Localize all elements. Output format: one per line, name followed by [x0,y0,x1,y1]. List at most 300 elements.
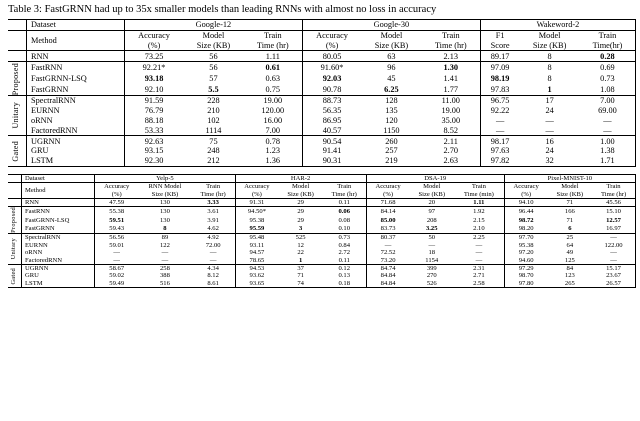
metric-value: 94.57 [249,249,265,257]
metric-value: 16 [519,136,580,146]
metric-value: 94.53 [235,264,278,272]
metric-value: 0.11 [323,198,366,206]
metric-value: 71.68 [380,198,396,206]
metric-value: 5.5 [208,85,219,95]
metric-value: 525 [278,234,323,242]
metric-value: 97.82 [490,156,510,166]
table-bottom-rule [8,287,636,288]
metric-value: 1.08 [580,84,636,96]
metric-value: 97.70 [504,234,547,242]
metric-value: 0.10 [323,225,366,234]
metric-header: Train [422,30,481,40]
metric-value: 89 [138,234,192,242]
metric-header: Train [244,30,303,40]
table-row [8,207,636,216]
metric-header: Model [423,183,441,191]
table-row [8,84,636,96]
metric-header: Train [323,182,366,190]
metric-value: 1.71 [580,156,636,166]
table-row [8,264,636,272]
metric-value: 19.00 [422,106,481,116]
metric-value: 84.14 [366,207,409,216]
metric-value: 130 [138,207,192,216]
metric-value: 25 [548,234,593,242]
metric-value: 86.95 [322,116,342,126]
metric-value: 90.31 [322,156,342,166]
metric-header: Train [580,30,636,40]
metric-subheader: Time (hr) [323,190,366,198]
group-col-spacer [8,20,27,31]
metric-value: 64 [566,241,574,249]
metric-header: Accuracy [104,183,130,191]
metric-value: 91.41 [322,146,342,156]
metric-value: 1.23 [244,146,303,156]
metric-value: 92.03 [322,74,342,84]
metric-value: 3 [298,225,303,233]
metric-value: 210 [207,106,220,116]
table-header-datasets [8,20,636,31]
metric-value: 90.54 [302,136,361,146]
metric-value: 93.15 [144,146,164,156]
group-label: Unitary [8,96,27,136]
group-label: Proposed [8,62,27,96]
method-name: FastRNN [22,207,95,216]
metric-subheader: Time (hr) [244,41,303,51]
metric-value: 17 [519,96,580,106]
metric-value: 1 [298,256,303,264]
metric-value: 265 [564,279,575,287]
metric-header: Accuracy [316,31,348,41]
metric-value: 0.75 [244,84,303,96]
metric-value: — [454,242,504,249]
metric-value: 2.13 [422,51,481,62]
method-name: SpectralRNN [27,96,125,106]
metric-value: 2.72 [323,249,366,256]
metric-value: 29 [297,198,304,206]
table-row [8,256,636,264]
metric-value: 388 [159,272,170,280]
metric-value: 8 [519,62,580,74]
metric-value: 75 [183,136,244,146]
table-caption: Table 3: FastGRNN had up to 35x smaller models than leading RNNs with almost no loss in accuracy [8,4,437,15]
method-name: oRNN [27,116,125,126]
table-row [8,234,636,242]
metric-value: 2.15 [454,216,504,225]
method-name: RNN [27,51,125,62]
table-row [8,216,636,225]
method-name: UGRNN [27,136,125,146]
metric-value: 98.19 [490,74,510,84]
results-table-audio [8,19,636,167]
metric-value: — [545,125,554,135]
metric-value: 84.74 [366,264,409,272]
method-label: Method [27,30,125,51]
metric-value: 128 [361,96,422,106]
dataset-label: Dataset [27,20,125,31]
metric-value: 76.79 [144,106,164,116]
metric-value: 228 [183,96,244,106]
dataset-name: HAR-2 [235,174,366,182]
metric-value: 1.92 [454,207,504,216]
metric-value: 22 [297,249,304,257]
metric-value: 3.33 [192,198,235,206]
table-header-metrics-1 [8,182,636,190]
metric-value: 97.09 [480,62,519,74]
metric-value: 92.30 [144,156,164,166]
table-row [8,62,636,74]
metric-value: 3.61 [192,207,235,216]
metric-value: 4.92 [192,234,235,242]
metric-value: — [113,256,121,264]
table-bottom-rule [8,166,636,167]
method-name: FactoredRNN [27,125,125,135]
metric-value: 1154 [425,256,439,264]
metric-value: 1150 [383,125,400,135]
metric-value: 1.11 [244,51,303,62]
metric-value: 98.72 [518,216,534,224]
metric-value: 0.61 [244,62,303,74]
method-name: oRNN [22,249,95,256]
metric-value: 0.78 [244,136,303,146]
metric-value: 270 [426,272,437,280]
table-header-datasets [8,174,636,182]
metric-header: Model [292,183,310,191]
table-row [8,198,636,206]
metric-value: 1114 [205,125,222,135]
metric-subheader: Score [490,40,510,50]
metric-value: 2.71 [454,272,504,279]
metric-value: 516 [159,279,170,287]
metric-value: 1.00 [580,136,636,146]
metric-header: RNN Model [148,183,182,191]
metric-value: 59.02 [109,272,125,280]
metric-value: 1.11 [454,198,504,206]
metric-value: 0.18 [323,280,366,288]
metric-value: 92.22 [490,106,510,116]
metric-value: 120.00 [244,106,303,116]
metric-subheader: Size (KB) [374,40,409,50]
metric-subheader: (%) [251,190,262,198]
table-row [8,125,636,135]
metric-value: 3.25 [425,225,438,233]
metric-subheader: Time (min) [454,190,504,198]
metric-value: 91.31 [249,198,265,206]
metric-value: 8.61 [192,280,235,288]
dataset-name: Yelp-5 [95,174,235,182]
metric-value: 84 [548,264,593,272]
metric-value: 59.43 [109,225,125,233]
metric-value: 15.17 [592,264,635,272]
table-row [8,73,636,84]
metric-value: 8.52 [422,125,481,135]
metric-header: Train [192,182,235,190]
metric-value: 78.65 [249,256,265,264]
metric-value: 23.67 [592,272,635,279]
results-table-other [8,174,636,288]
metric-value: 91.59 [124,96,183,106]
metric-value: 0.69 [580,62,636,74]
metric-value: 1 [547,85,552,95]
table-row [8,225,636,234]
metric-value: 96.75 [480,96,519,106]
metric-value: 71 [566,216,574,224]
metric-value: 0.28 [580,51,636,62]
metric-value: 93.62 [249,272,265,280]
metric-value: 16.00 [244,116,303,126]
metric-value: 72.52 [380,249,396,257]
metric-value: 2.10 [454,225,504,234]
metric-value: 6 [568,225,572,233]
metric-value: 97 [410,207,455,216]
metric-value: — [384,241,392,249]
metric-value: 37 [278,264,323,272]
method-name: UGRNN [22,264,95,272]
metric-value: 59.51 [109,216,125,224]
metric-value: 257 [385,146,398,156]
metric-value: 83.73 [380,225,396,233]
metric-value: — [161,249,169,257]
metric-value: 55.38 [95,207,138,216]
metric-value: — [192,249,235,256]
metric-value: 94.50* [235,207,278,216]
metric-value: 0.12 [323,264,366,272]
metric-value: 93.65 [249,279,265,287]
metric-value: 8.12 [192,272,235,279]
metric-value: 97.83 [490,85,510,95]
group-col-spacer [8,174,22,182]
metric-value: — [113,249,121,257]
metric-value: 0.08 [323,216,366,225]
metric-value: 89.17 [490,51,510,61]
metric-value: 72.00 [192,242,235,249]
metric-value: 49 [566,249,574,257]
metric-value: 0.73 [323,234,366,242]
method-name: LSTM [22,280,95,288]
metric-value: 2.25 [454,234,504,242]
metric-value: — [454,249,504,256]
group-label: Gated [8,264,22,287]
metric-subheader: Size (KB) [287,190,314,198]
metric-value: 8 [163,225,167,233]
metric-value: 2.70 [422,146,481,156]
metric-value: 399 [410,264,455,272]
metric-subheader: Size (KB) [556,190,584,198]
metric-value: — [580,125,636,135]
metric-value: 125 [564,256,575,264]
metric-value: 63 [387,51,396,61]
metric-header: Model [561,183,579,191]
metric-subheader: Time (hr) [422,41,481,51]
metric-header: Model [202,31,225,41]
metric-value: 16.97 [592,225,635,234]
metric-value: 208 [426,216,437,224]
metric-value: 6.25 [384,85,399,95]
metric-value: 56.56 [95,234,138,242]
metric-value: 2.11 [422,136,481,146]
metric-value: 219 [385,156,398,166]
metric-value: 40.57 [322,125,342,135]
metric-header: F1 [495,31,505,41]
metric-value: — [545,116,554,126]
metric-value: 74 [297,279,304,287]
metric-value: 120 [385,116,398,126]
metric-value: — [592,249,635,256]
metric-value: 90.78 [322,85,342,95]
metric-header: Accuracy [138,31,170,41]
metric-value: 32 [545,156,554,166]
metric-value: 15.10 [592,207,635,216]
metric-value: 11.00 [422,96,481,106]
metric-value: 80.05 [322,51,342,61]
dataset-label: Dataset [22,174,95,182]
metric-value: 19.00 [244,96,303,106]
metric-value: 8 [547,51,552,61]
metric-value: 95.38 [518,241,534,249]
table-row [8,51,636,62]
method-name: FastGRNN-LSQ [27,73,125,84]
dataset-name: Pixel-MNIST-10 [504,174,635,182]
metric-value: 95.38 [249,216,265,224]
metric-value: 1.36 [244,156,303,166]
metric-value: 50 [410,234,455,242]
metric-subheader: Time (hr) [192,190,235,198]
metric-value: 2.58 [454,280,504,288]
metric-subheader: Size (KB) [196,40,231,50]
metric-value: 2.31 [454,264,504,272]
metric-value: — [161,256,169,264]
metric-value: 0.63 [244,73,303,84]
metric-value: 73.20 [380,256,396,264]
metric-subheader: (%) [147,40,161,50]
metric-value: 71 [297,272,304,280]
metric-value: 91.60* [302,62,361,74]
metric-value: 69.00 [580,106,636,116]
metric-value: 92.21* [124,62,183,74]
metric-subheader: Time(hr) [580,41,636,51]
dataset-name: Google-30 [302,20,480,31]
method-name: LSTM [27,156,125,166]
metric-value: 47.59 [109,198,125,206]
metric-value: — [495,116,505,126]
metric-subheader: Time (hr) [592,190,635,198]
metric-value: 45.56 [592,198,635,206]
metric-value: 130 [159,216,170,224]
metric-subheader: (%) [111,190,122,198]
metric-value: 0.13 [323,272,366,279]
metric-value: — [192,256,235,264]
table-row [8,146,636,156]
metric-header: Train [454,182,504,190]
metric-value: 526 [426,279,437,287]
metric-value: — [454,256,504,264]
metric-value: 4.62 [192,225,235,234]
method-name: FastGRNN [22,225,95,234]
method-name: FastGRNN-LSQ [22,216,95,225]
metric-value: 12.57 [592,216,635,225]
metric-subheader: (%) [383,190,394,198]
metric-value: 4.34 [192,264,235,272]
metric-value: 94.60 [518,256,534,264]
metric-value: 93.18 [144,74,164,84]
table-header-metrics-1 [8,30,636,40]
dataset-name: Google-12 [124,20,302,31]
metric-value: 1.77 [422,84,481,96]
metric-value: 88.73 [302,96,361,106]
metric-value: 92.63 [124,136,183,146]
group-label [8,198,22,206]
metric-subheader: (%) [521,190,532,198]
table-header-metrics-2 [8,190,636,198]
metric-value: 29 [297,216,304,224]
group-label: Unitary [8,234,22,265]
table-row [8,106,636,116]
metric-value: 248 [207,146,220,156]
metric-value: 97.20 [518,249,534,257]
metric-value: 84.84 [380,279,396,287]
table-row [8,280,636,288]
metric-value: 59.49 [109,279,125,287]
metric-value: 97.29 [504,264,547,272]
metric-value: 56 [209,51,218,61]
metric-value: 24 [545,146,554,156]
metric-subheader: Size (KB) [418,190,446,198]
dataset-name: Wakeword-2 [480,20,635,31]
table-row [8,96,636,106]
metric-value: 45 [387,74,396,84]
table-row [8,136,636,146]
metric-value: 123 [564,272,575,280]
table-row [8,156,636,166]
metric-value: 35.00 [422,116,481,126]
table-row [8,272,636,279]
metric-value: 3.91 [192,216,235,225]
method-name: EURNN [22,242,95,249]
metric-value: 0.06 [323,207,366,216]
metric-value: 135 [385,106,398,116]
metric-value: 92.10 [144,85,164,95]
table-row [8,242,636,249]
group-label: Proposed [8,207,22,234]
metric-value: 57 [209,74,218,84]
metric-value: 98.17 [480,136,519,146]
metric-value: 80.37 [366,234,409,242]
metric-value: — [428,241,436,249]
metric-value: 8 [547,74,552,84]
method-label: Method [22,182,95,198]
metric-value: 1.30 [422,62,481,74]
metric-value: 85.00 [380,216,396,224]
method-name: GRU [22,272,95,279]
metric-value: 258 [138,264,192,272]
metric-value: 93.11 [249,241,265,249]
metric-subheader: (%) [325,40,339,50]
metric-value: 59.01 [109,241,125,249]
metric-value: 260 [361,136,422,146]
method-name: EURNN [27,106,125,116]
method-name: SpectralRNN [22,234,95,242]
metric-value: 12 [297,241,304,249]
metric-value: 26.57 [592,280,635,288]
method-name: RNN [22,198,95,206]
metric-value: 95.59 [249,225,265,233]
metric-value: 122.00 [592,242,635,249]
metric-value: 71 [566,198,574,206]
metric-value: — [495,125,505,135]
metric-value: 53.33 [144,125,164,135]
metric-value: 0.73 [580,73,636,84]
metric-header: Model [380,31,403,41]
metric-value: 56.35 [322,106,342,116]
